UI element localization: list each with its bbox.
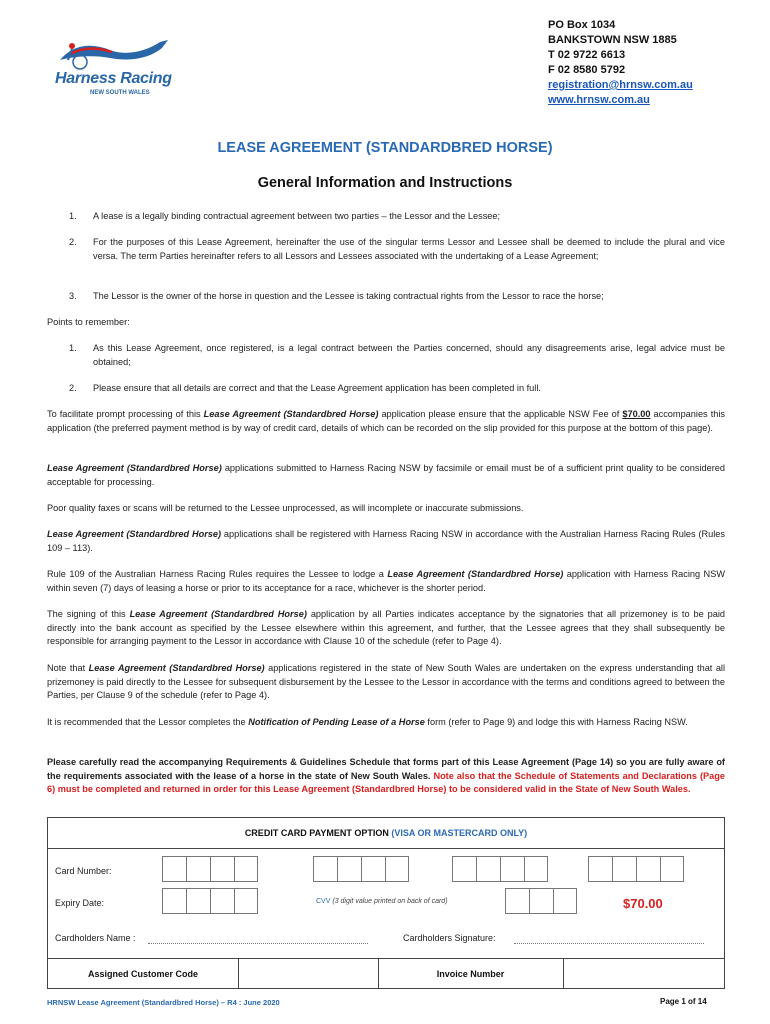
fee-total: $70.00 [623, 896, 663, 911]
card-number-group-2[interactable] [313, 856, 409, 882]
cardholder-signature-line[interactable] [514, 943, 704, 944]
card-digit-box[interactable] [452, 856, 476, 882]
expiry-digit-box[interactable] [162, 888, 186, 914]
expiry-date-label: Expiry Date: [55, 898, 105, 908]
card-digit-box[interactable] [361, 856, 385, 882]
cell-divider [238, 959, 239, 989]
expiry-digit-box[interactable] [186, 888, 210, 914]
phone: T 02 9722 6613 [548, 49, 626, 61]
card-number-group-4[interactable] [588, 856, 684, 882]
cardholder-name-line[interactable] [148, 943, 368, 944]
credit-card-header: CREDIT CARD PAYMENT OPTION (VISA OR MASTERCARD ONLY) [48, 818, 724, 849]
expiry-digit-box[interactable] [234, 888, 258, 914]
expiry-date-boxes[interactable] [162, 888, 258, 914]
card-digit-box[interactable] [162, 856, 186, 882]
card-digit-box[interactable] [524, 856, 548, 882]
cardholder-name-label: Cardholders Name : [55, 933, 136, 943]
card-digit-box[interactable] [588, 856, 612, 882]
cvv-label: CVV (3 digit value printed on back of card) [316, 898, 448, 905]
signing-paragraph: The signing of this Lease Agreement (Standardbred Horse) application by all Parties indicates acceptance by the signatories that all prizemoney is to be paid directly into the bank account as specified by the Lessee elsewhere within this agreement, and further, that the Lessee agrees that they shall subsequently be responsible for arranging payment to the Lessor in accordance with Clause 10 of the schedule (refer to Page 4). [47, 609, 725, 646]
office-use-row [48, 958, 724, 989]
card-digit-box[interactable] [636, 856, 660, 882]
cvv-boxes[interactable] [505, 888, 577, 914]
card-digit-box[interactable] [612, 856, 636, 882]
cvv-digit-box[interactable] [553, 888, 577, 914]
card-digit-box[interactable] [186, 856, 210, 882]
read-carefully-paragraph: Please carefully read the accompanying Requirements & Guidelines Schedule that forms part of this Lease Agreement (Page 14) so you are fully aware of the requirements associated with the lease of a horse in the state of New South Wales. Note also that the Schedule of Statements and Declarations (Page 6) must be completed and returned in order for this Lease Agreement (Standardbred Horse) to be considered valid in the State of New South Wales. [47, 757, 725, 794]
contact-address [548, 18, 693, 108]
cell-divider [378, 959, 379, 989]
rule-109-paragraph: Rule 109 of the Australian Harness Racing Rules requires the Lessee to lodge a Lease Agreement (Standardbred Horse) application with Harness Racing NSW within seven (7) days of leasing a horse or prior to its acceptance for a race, whichever is the shorter period. [47, 569, 725, 593]
cvv-digit-box[interactable] [529, 888, 553, 914]
credit-card-payment-box [47, 817, 725, 989]
page-subtitle: General Information and Instructions [257, 175, 513, 191]
footer-document-id: HRNSW Lease Agreement (Standardbred Horse) – R4 : June 2020 [47, 998, 280, 1007]
cardholder-signature-label: Cardholders Signature: [403, 933, 496, 943]
fee-paragraph: To facilitate prompt processing of this Lease Agreement (Standardbred Horse) application please ensure that the applicable NSW Fee of $70.00 accompanies this application (the preferred payment method is by way of credit card, details of which can be recorded on the slip provided for this purpose at the bottom of this page). [47, 409, 725, 433]
invoice-number-label: Invoice Number [436, 969, 505, 979]
card-number-group-1[interactable] [162, 856, 258, 882]
logo-subtext: NEW SOUTH WALES [90, 90, 150, 96]
logo-text: Harness Racing [55, 70, 172, 87]
card-digit-box[interactable] [210, 856, 234, 882]
poor-quality-paragraph: Poor quality faxes or scans will be returned to the Lessee unprocessed, as will incomplete or inaccurate submissions. [47, 503, 524, 513]
card-digit-box[interactable] [476, 856, 500, 882]
print-quality-paragraph: Lease Agreement (Standardbred Horse) applications submitted to Harness Racing NSW by facsimile or email must be of a sufficient print quality to be considered acceptable for processing. [47, 463, 725, 487]
fee-amount: $70.00 [622, 409, 651, 419]
card-digit-box[interactable] [660, 856, 684, 882]
note-paragraph: Note that Lease Agreement (Standardbred Horse) applications registered in the state of New South Wales are undertaken on the express understanding that all prizemoney is paid directly to the Lessee for subsequent disbursement by the Lessee to the Lessor in accordance with the terms and conditions agreed to between the Parties, per Clause 9 of the schedule (refer to Page 4). [47, 663, 726, 700]
recommendation-paragraph: It is recommended that the Lessor completes the Notification of Pending Lease of a Horse form (refer to Page 9) and lodge this with Harness Racing NSW. [47, 717, 688, 727]
expiry-digit-box[interactable] [210, 888, 234, 914]
suburb: BANKSTOWN NSW 1885 [548, 34, 677, 46]
page-title: LEASE AGREEMENT (STANDARDBRED HORSE) [217, 140, 553, 156]
card-digit-box[interactable] [234, 856, 258, 882]
footer-page-number: Page 1 of 14 [660, 997, 707, 1006]
fax: F 02 8580 5792 [548, 64, 626, 76]
card-digit-box[interactable] [313, 856, 337, 882]
po-box: PO Box 1034 [548, 19, 616, 31]
email-link[interactable]: registration@hrnsw.com.au [548, 79, 693, 91]
card-digit-box[interactable] [500, 856, 524, 882]
card-digit-box[interactable] [385, 856, 409, 882]
website-link[interactable]: www.hrnsw.com.au [548, 94, 650, 106]
horse-logo-icon [50, 32, 180, 72]
rules-paragraph: Lease Agreement (Standardbred Horse) applications shall be registered with Harness Racing NSW in accordance with the Australian Harness Racing Rules (Rules 109 – 113). [47, 529, 725, 553]
card-number-label: Card Number: [55, 866, 112, 876]
document-page: Harness Racing NEW SOUTH WALES PO Box 1034 BANKSTOWN NSW 1885 T 02 9722 6613 F 02 8580 5792 registration@hrnsw.com.au www.hrnsw.com.au LEASE AGREEMENT (STANDARDBRED HORSE) General Information and Instructions 1. A lease is a legally binding contractual agreement between two parties – the Lessor and the Lessee; 2. For the purposes of this Lease Agreement, hereinafter the use of the singular terms Lessor and Lessee shall be deemed to include the plural and vice versa. The term Parties hereinafter refers to all Lessors and Lessees associated with the undertaking of a Lease Agreement; 3. The Lessor is the owner of the horse in question and the Lessee is taking contractual rights from the Lessor to race the horse; Points to remember: 1. As this Lease Agreement, once registered, is a legal contract between the Parties concerned, should any disagreements arise, legal advice must be obtained; 2. Please ensure that all details are correct and that the Lease Agreement application has been completed in full. To facilitate prompt processing of this Lease Agreement (Standardbred Horse) application please ensure that the applicable NSW Fee of $70.00 accompanies this application (the preferred payment method is by way of credit card, details of which can be recorded on the slip provided for this purpose at the bottom of this page). Lease Agreement (Standardbred Horse) applications submitted to Harness Racing NSW by facsimile or email must be of a sufficient print quality to be considered acceptable for processing. Poor quality faxes or scans will be returned to the Lessee unprocessed, as will incomplete or inaccurate submissions. Lease Agreement (Standardbred Horse) applications shall be registered with Harness Racing NSW in accordance with the Australian Harness Racing Rules (Rules 109 – 113). Rule 109 of the Australian Harness Racing Rules requires the Lessee to lodge a Lease Agreement (Standardbred Horse) application with Harness Racing NSW within seven (7) days of leasing a horse or prior to its acceptance for a race, whichever is the shorter period. The signing of this Lease Agreement (Standardbred Horse) application by all Parties indicates acceptance by the signatories that all prizemoney is to be paid directly into the bank account as specified by the Lessee elsewhere within this agreement, and further, that the Lessee agrees that they shall subsequently be responsible for arranging payment to the Lessor in accordance with Clause 10 of the schedule (refer to Page 4). Note that Lease Agreement (Standardbred Horse) applications registered in the state of New South Wales are undertaken on the express understanding that all prizemoney is paid directly to the Lessee for subsequent disbursement by the Lessee to the Lessor in accordance with the terms and conditions agreed to between the Parties, per Clause 9 of the schedule (refer to Page 4). It is recommended that the Lessor completes the Notification of Pending Lease of a Horse form (refer to Page 9) and lodge this with Harness Racing NSW. Please carefully read the accompanying Requirements & Guidelines Schedule that forms part of this Lease Agreement (Page 14) so you are fully aware of the requirements associated with the lease of a horse in the state of New South Wales. Note also that the Schedule of Statements and Declarations (Page 6) must be completed and returned in order for this Lease Agreement (Standardbred Horse) to be considered valid in the State of New South Wales. CREDIT CARD PAYMENT OPTION (VISA OR MASTERCARD ONLY) Card Number: Expiry Date: CVV (3 digit value printed on back of card) $70.00 Cardholders Name : Cardholders Signature: Assigned Customer Code Invoice Number HRNSW Lease Agreement (Standardbred Horse) – R4 : June 2020 Page 1 of 14 [0, 0, 770, 1024]
harness-racing-logo [50, 32, 180, 102]
points-heading: Points to remember: [47, 317, 130, 327]
customer-code-label: Assigned Customer Code [87, 969, 199, 979]
card-number-group-3[interactable] [452, 856, 548, 882]
cell-divider [563, 959, 564, 989]
cvv-digit-box[interactable] [505, 888, 529, 914]
card-digit-box[interactable] [337, 856, 361, 882]
